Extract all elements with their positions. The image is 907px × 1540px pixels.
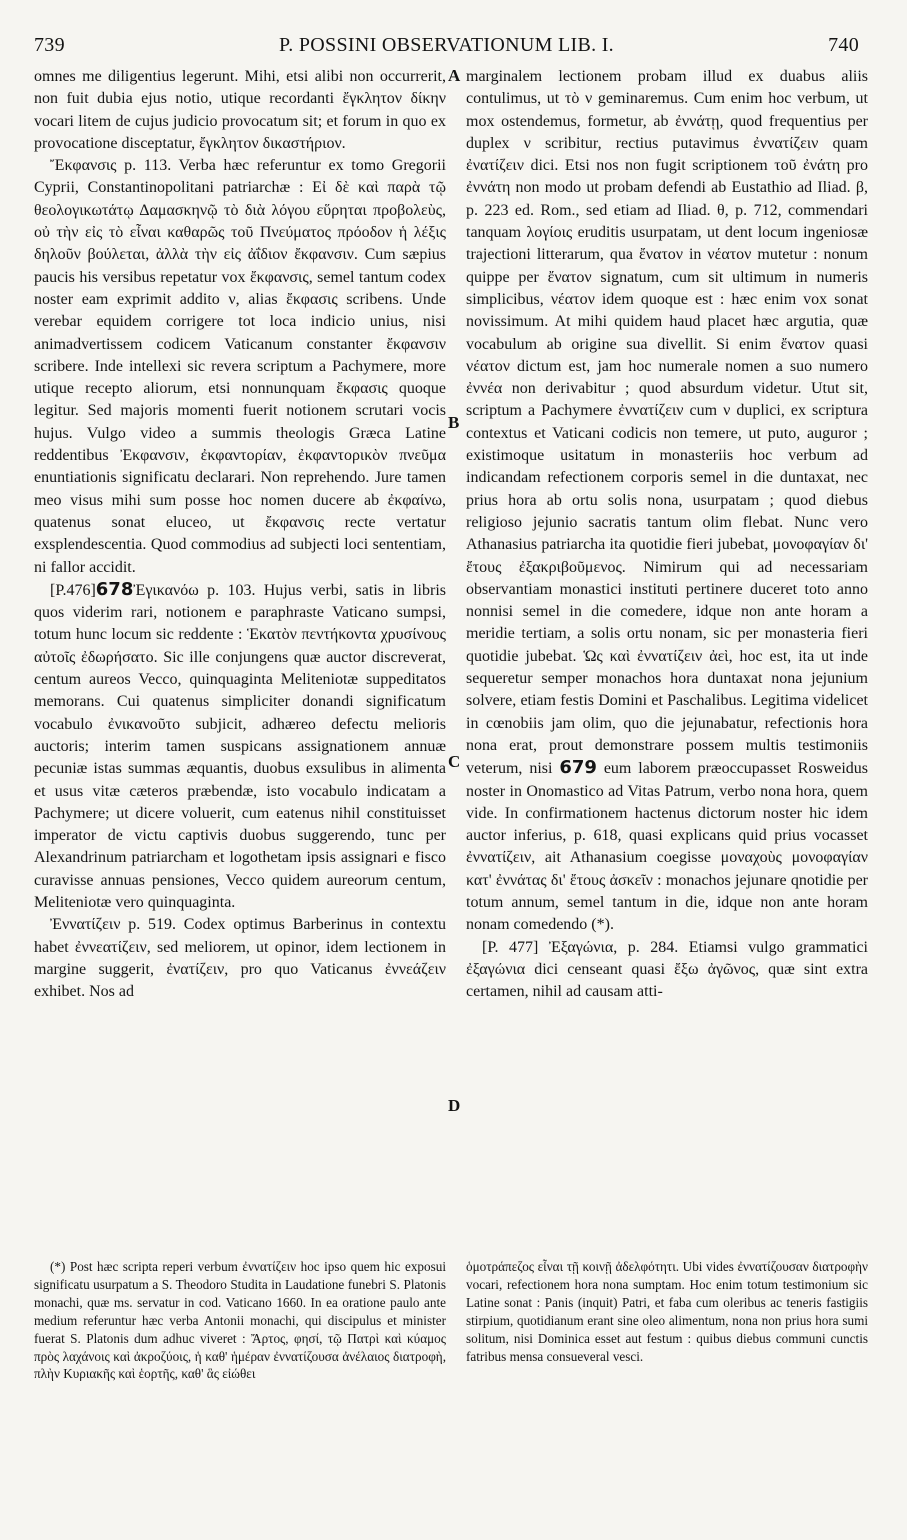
paragraph-enikanoo-text: Ἐγικανόω p. 103. Hujus verbi, satis in libris quos viderim rari, notionem e paraphraste Vaticano sumpsi, totum hunc locum sic reddente : Ἑκατὸν πεντήκοντα χρυσίνους αὐτοῖς ἐδωρήσατο. Sic ille conjungens quæ auctor discreverat, centum aureos Vecco, quinquaginta Meliteniotæ suppeditatos memorans. Cui quatenus simpliciter donandi significatum vocabulo ἐνικανοῦτο subjicit, adhæreo defectu melioris auctoris; interim tamen suspicans assignationem annuæ pecuniæ istas summas æquantis, duobus exsulibus in alimenta et usus vitæ cæteros præbendæ, isto vocabulo indicatam a Pachymere; ut dicere voluerit, cum eatenus nihil constituisset imperator de victu captivis duobus suggerendo, tunc per Alexandrinum patriarcham et logothetam ipsis assignari e fisco curavisse annuas pensiones, Vecco quidem aureorum centum, Meliteniotæ vero quinquaginta. (34, 581, 446, 911)
footnote-text-left: (*) Post hæc scripta reperi verbum ἐννατίζειν hoc ipso quem hic exposui significatu usurpatum a S. Theodoro Studita in Laudatione funebri S. Platonis monachi, quæ ms. servatur in cod. Vaticano 1660. In ea oratione paulo ante medium referuntur hæc verba Antonii monachi, qui discipulus et minister fuerat S. Platonis dum adhuc viveret : Ἄρτος, φησί, τῷ Πατρὶ καὶ κύαμος πρὸς λαχάνοις καὶ ἀκροζύοις, ἡ καθ' ἡμέραν ἐννατίζουσα ἀνέλαιος διατροφὴ, πλὴν Κυριακῆς καὶ ἑορτῆς, καθ' ἃς εἰώθει (34, 1259, 446, 1382)
paragraph-enkleton: omnes me diligentius legerunt. Mihi, etsi alibi non occurrerit, non fuit dubia ejus notio, utique recordanti ἔγκλητον δίκην vocari litem de cujus judicio provocatum sit; et forum in quo ex provocatione disceptatur, ἔγκλητον δικαστήριον. (34, 68, 446, 152)
paragraph-ennatizein-cont (466, 66, 868, 937)
running-header (34, 34, 859, 66)
column-number-678: 678 (95, 578, 134, 600)
footnote-left (34, 1258, 446, 1383)
margin-marker-d: D (448, 1096, 461, 1115)
page-number-right: 740 (828, 34, 859, 56)
running-title: P. POSSINI OBSERVATIONUM LIB. I. (279, 34, 614, 56)
paragraph-ennatizein: Ἐννατίζειν p. 519. Codex optimus Barberinus in contextu habet ἐννεατίζειν, sed meliorem, ut opinor, idem lectionem in margine suggerit, ἐνατίζειν, pro quo Vaticanus ἐννεάζειν exhibet. Nos ad (34, 916, 446, 1001)
page-number-left: 739 (34, 34, 65, 56)
page-reference: [P.476] (50, 581, 96, 599)
footnote-right (466, 1258, 868, 1365)
paragraph-exagonia: [P. 477] Ἐξαγώνια, p. 284. Etiamsi vulgo grammatici ἐξαγώνια dici censeant quasi ἔξω ἀγῶνος, quæ sint extra certamen, nihil ad causam atti- (466, 938, 868, 1001)
paragraph-enikanoo (34, 579, 446, 914)
left-column (34, 66, 446, 1003)
footnote-text-right: ὁμοτράπεζος εἶναι τῇ κοινῇ ἀδελφότητι. Ubi vides ἐννατίζουσαν διατροφὴν vocari, refectionem hora nona sumptam. Hoc enim totum testimonium sic Latine sonat : Panis (inquit) Patri, et faba cum oleribus ac teneris fastigiis stirpium, quotidianum erant sine oleo alimentum, nona non prius hora sumi solitum, nisi Dominica esset aut festum : quibus diebus communi cunctis fatribus mensa consueveral vesci. (466, 1259, 868, 1364)
margin-marker-a: A (448, 66, 461, 85)
paragraph-ennatizein-cont-text: marginalem lectionem probam illud ex duabus aliis contulimus, ut τὸ ν geminaremus. Cum enim hoc verbum, ut mox ostendemus, formetur, ab ἐννάτῃ, quod frequentius per duplex ν scribitur, rectius putavimus ἐννατίζειν quam ἐνατίζειν dici. Etsi nos non fugit scriptionem τοῦ ἐνάτη pro ἐννάτη non modo ut probam defendi ab Eustathio ad Iliad. β, p. 223 ed. Rom., sed etiam ad Iliad. θ, p. 712, commendari tanquam λογίοις eruditis usurpatam, ut dent locum ingeniosæ trajectioni litterarum, qua ἔνατον in νέατον mutetur : nonum quippe per ἔνατον signatum, cum sit ultimum in numeris simplicibus, νέατον idem quoque est : hæc enim vox sonat novissimum. At mihi quidem haud placet hæc argutia, quæ vocabulum ab origine sua divellit. Si enim ἔνατον quasi νέατον dictum est, jam hoc numerale nomen a suo numero ἐννέα non derivabitur ; quod absurdum videtur. Utut sit, scriptum a Pachymere ἐννατίζειν cum ν duplici, ex scriptura contextus et Vaticani codicis non temere, ut puto, auguror ; existimoque usitatum in monasteriis hoc verbum ad indicandam refectionem corporis semel in die duntaxat, nec prius hora ab ortu solis nona, usurpatam ; quod diebus religioso jejunio sacratis tantum olim flebat. Nunc vero Athanasius patriarcha ita quotidie fieri jubebat, μονοφαγίαν δι' ἔτους ἐξακριβοῦμενος. Nimirum qui ad necessariam observantiam monastici instituti pertinere duceret toto anno nonnisi semel in die comedere, idque non ante horam a meridie tertiam, a solis ortu nonam, sic per monasteria fieri quotidie jubebat. Ὡς καὶ ἐννατίζειν ἀεὶ, hoc est, ita ut inde sequeretur semper monachos hora duntaxat nona jejunium solvere, etiam festis Domini et Paschalibus. Legitima videlicet in cœnobiis jam olim, quo die jejunabatur, refectionis hora nona erat, prout demonstrare possem multis testimoniis veterum, nisi (466, 68, 868, 778)
margin-marker-c: C (448, 752, 461, 771)
paragraph-ennatizein-cont-end: eum laborem præoccupasset Rosweidus noster in Onomastico ad Vitas Patrum, verbo nona hora, quem vide. In confirmationem hactenus dictorum noster hic idem auctor inferius, p. 618, quasi explicans quid prius vocasset ἐννατίζειν, ait Athanasium coegisse μοναχοὺς μονοφαγίαν κατ' ἐννάτας δι' ἔτους ἀσκεῖν : monachos jejunare qnotidie per totum annum, semel tantum in die, idque non ante horam nonam comedendo (*). (466, 760, 869, 934)
right-column (466, 66, 868, 1003)
column-number-679: 679 (559, 757, 597, 779)
margin-marker-b: B (448, 413, 460, 432)
paragraph-ekphansis: Ἔκφανσις p. 113. Verba hæc referuntur ex tomo Gregorii Cyprii, Constantinopolitani patriarchæ : Εἰ δὲ καὶ παρὰ τῷ θεολογικωτάτῳ Δαμασκηνῷ τὸ διὰ λόγου εὕρηται προβολεὺς, οὐ τὴν εἰς τὸ εἶναι καθαρῶς τοῦ Πνεύματος πρόοδον ἡ λέξις δηλοῦν βούλεται, ἀλλὰ τὴν εἰς ἀΐδιον ἔκφανσιν. Cum sæpius paucis his versibus repetatur vox ἔκφανσις, semel tantum codex noster eam exprimit addito ν, alias ἔκφασις scribens. Unde verebar equidem corrigere tot loca indicio unius, nisi animadvertissem codicem Vaticanum constanter ἔκφανσιν scribere. Inde intellexi sic revera scriptum a Pachymere, more utique recepto aliorum, etsi nonnunquam ἔκφασις quoque legitur. Sed majoris momenti fuerit notionem scrutari vocis hujus. Vulgo video a summis theologis Græca Latine reddentibus Ἐκφανσιν, ἐκφαντορίαν, ἐκφαντορικὸν πνεῦμα enuntiationis significatu declarari. Non reprehendo. Jure tamen meo visus mihi sum posse hoc nomen ducere ab ἐκφαίνω, quatenus sonat eluceo, ut ἔκφανσις recte vertatur exsplendescentia. Quod commodius ad subjecti loci sententiam, ni fallor accidit. (34, 157, 446, 576)
